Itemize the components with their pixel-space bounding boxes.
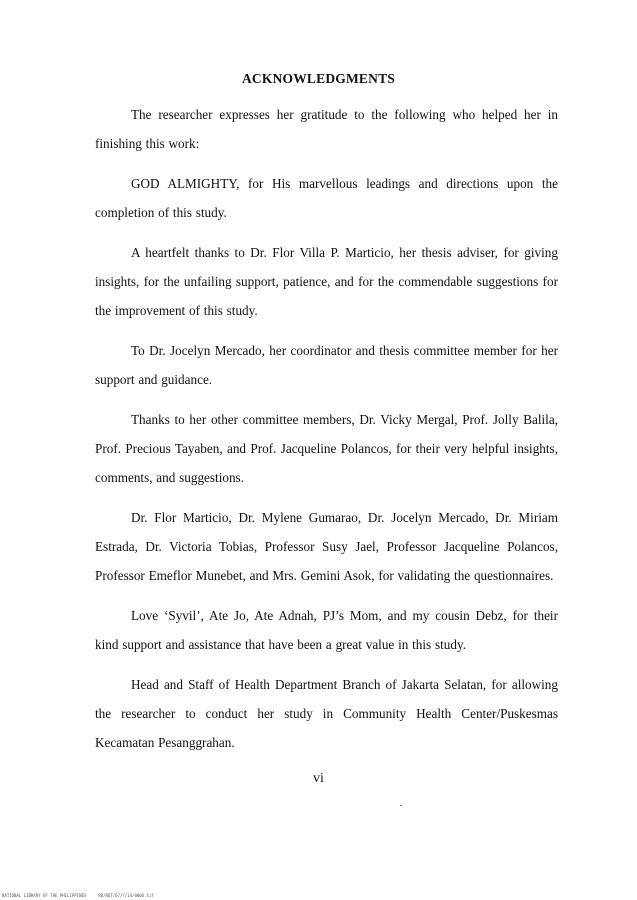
paragraph-god-almighty: GOD ALMIGHTY, for His marvellous leadings and directions upon the completion of this study. xyxy=(95,176,558,220)
paragraph-thesis-adviser: A heartfelt thanks to Dr. Flor Villa P. Marticio, her thesis adviser, for giving insights, for the unfailing support, patience, and for the commendable suggestions for the improvement of this study. xyxy=(95,245,558,318)
paragraph-validators: Dr. Flor Marticio, Dr. Mylene Gumarao, Dr. Jocelyn Mercado, Dr. Miriam Estrada, Dr. Victoria Tobias, Professor Susy Jael, Professor Jacqueline Polancos, Professor Emeflor Munebet, and Mrs. Gemini Asok, for validating the questionnaires. xyxy=(95,510,558,583)
page-title: ACKNOWLEDGMENTS xyxy=(241,71,396,86)
scan-speck xyxy=(400,805,402,806)
paragraph-gratitude: The researcher expresses her gratitude to the following who helped her in finishing this work: xyxy=(95,107,558,151)
acknowledgments-body xyxy=(95,100,558,768)
paragraph-health-department: Head and Staff of Health Department Branch of Jakarta Selatan, for allowing the researcher to conduct her study in Community Health Center/Puskesmas Kecamatan Pesanggrahan. xyxy=(95,677,558,750)
paragraph-committee-members: Thanks to her other committee members, Dr. Vicky Mergal, Prof. Jolly Balila, Prof. Precious Tayaben, and Prof. Jacqueline Polancos, for their very helpful insights, comments, and suggestions. xyxy=(95,412,558,485)
paragraph-coordinator: To Dr. Jocelyn Mercado, her coordinator and thesis committee member for her support and guidance. xyxy=(95,343,558,387)
paragraph-family: Love ‘Syvil’, Ate Jo, Ate Adnah, PJ’s Mom, and my cousin Debz, for their kind support and assistance that have been a great value in this study. xyxy=(95,608,558,652)
scan-footer-mark: NATIONAL LIBRARY OF THE PHILIPPINES RD/RDT/07/7/14/0006.tif xyxy=(2,893,154,898)
page-number: vi xyxy=(313,771,324,786)
